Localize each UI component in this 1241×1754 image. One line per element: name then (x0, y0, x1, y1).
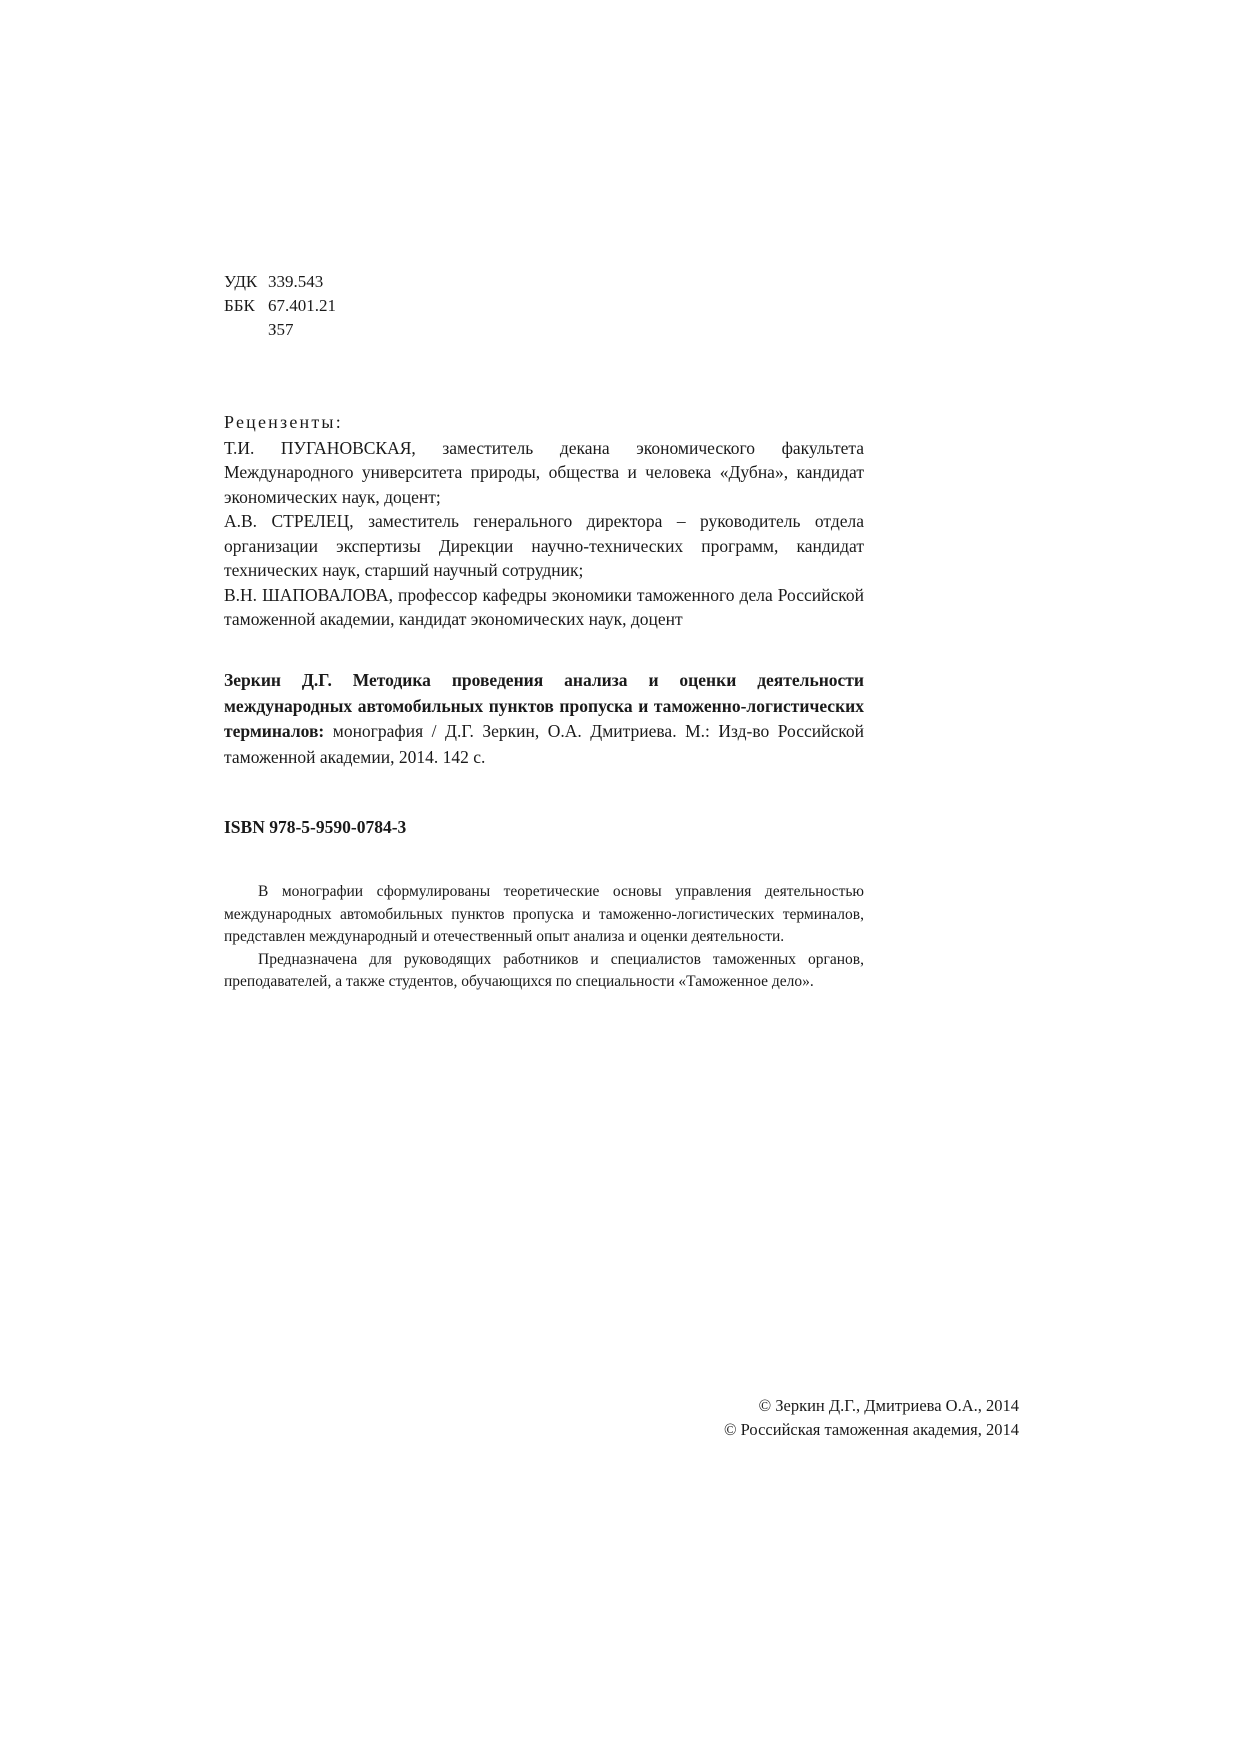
bbk-row (224, 294, 336, 318)
abstract (224, 881, 864, 994)
bbk-value: 67.401.21 (268, 296, 336, 315)
reviewers-section (224, 410, 864, 632)
reviewers-heading: Рецензенты: (224, 412, 343, 432)
bbk-label: ББК (224, 296, 255, 315)
reviewer-strelets: А.В. СТРЕЛЕЦ, заместитель генерального директора – руководитель отдела организации экспертизы Дирекции научно-технических программ, кандидат технических наук, старший научный сотрудник; (224, 511, 864, 580)
author-mark-row (224, 318, 336, 342)
abstract-paragraph: Предназначена для руководящих работников и специалистов таможенных органов, преподавателей, а также студентов, обучающихся по специальности «Таможенное дело». (224, 950, 864, 990)
udk-label: УДК (224, 272, 258, 291)
book-title: Зеркин Д.Г. Методика проведения анализа и оценки деятельности международных автомобильных пунктов пропуска и таможенно-логистических терминалов: (224, 670, 864, 741)
bibliographic-description (224, 668, 864, 770)
udk-value: 339.543 (268, 272, 324, 291)
classification-codes (224, 270, 336, 342)
isbn: ISBN 978-5-9590-0784-3 (224, 817, 407, 837)
reviewer-puganovskaya: Т.И. ПУГАНОВСКАЯ, заместитель декана экономического факультета Международного университета природы, общества и человека «Дубна», кандидат экономических наук, доцент; (224, 437, 864, 507)
copyright-authors: © Зеркин Д.Г., Дмитриева О.А., 2014 (758, 1396, 1019, 1415)
abstract-paragraph: В монографии сформулированы теоретические основы управления деятельностью международных автомобильных пунктов пропуска и таможенно-логистических терминалов, представлен международный и отечественный опыт анализа и оценки деятельности. (224, 883, 864, 945)
reviewer-shapovalova: В.Н. ШАПОВАЛОВА, профессор кафедры экономики таможенного дела Российской таможенной академии, кандидат экономических наук, доцент (224, 584, 864, 629)
copyright-notice (724, 1394, 1019, 1441)
copyright-publisher: © Российская таможенная академия, 2014 (724, 1419, 1019, 1439)
udk-row (224, 270, 336, 294)
author-mark-spacer (224, 318, 268, 342)
author-mark: З57 (268, 320, 294, 339)
publication-details: монография / Д.Г. Зеркин, О.А. Дмитриева. М.: Изд-во Российской таможенной академии, 2014. 142 с. (224, 721, 864, 767)
